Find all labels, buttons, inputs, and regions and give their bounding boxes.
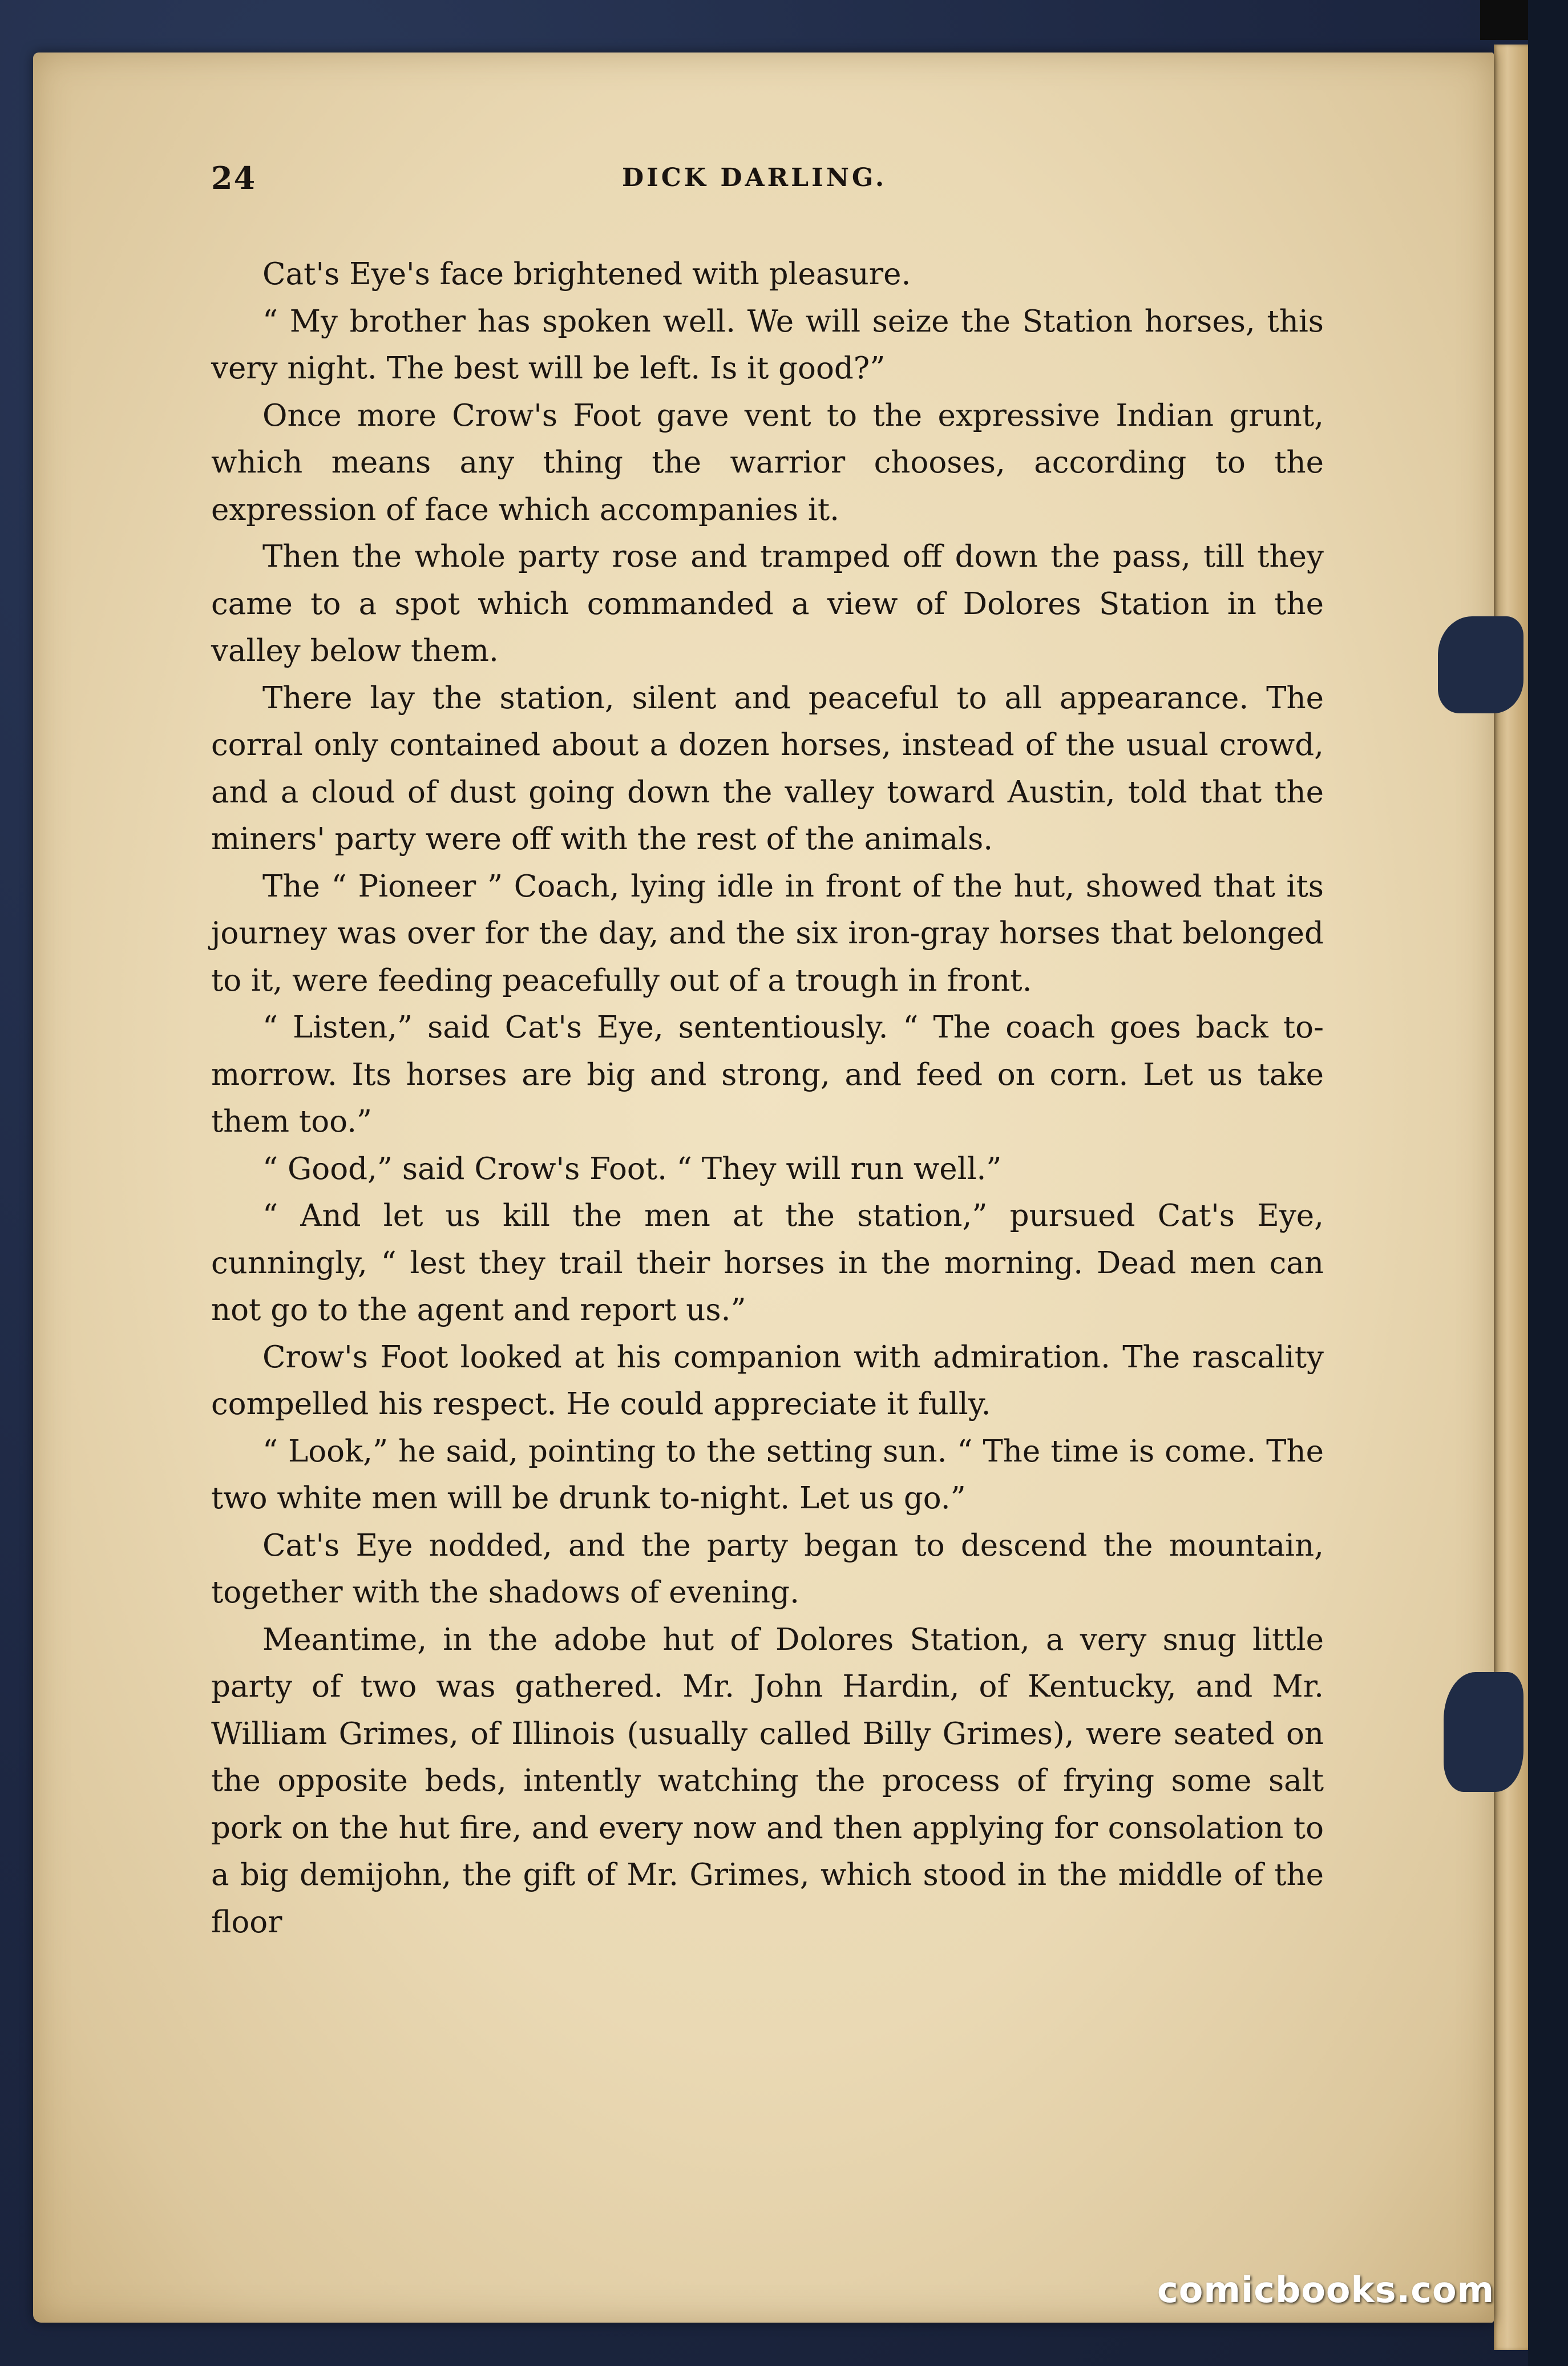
paragraph: “ Look,” he said, pointing to the setting sun. “ The time is come. The two white men will be drunk to-night. Let us go.” xyxy=(211,1434,1324,1516)
spine-edge xyxy=(1528,0,1568,2366)
paragraph: Cat's Eye's face brightened with pleasure. xyxy=(262,257,911,292)
page-tear-upper xyxy=(1438,616,1523,713)
page-number: 24 xyxy=(211,160,257,196)
site-watermark: comicbooks.com xyxy=(1157,2269,1495,2311)
paragraph: The “ Pioneer ” Coach, lying idle in front of the hut, showed that its journey was over for the day, and the six iron-gray horses that belonged to it, were feeding peacefully out of a trough in front. xyxy=(211,869,1324,998)
paragraph: Then the whole party rose and tramped off down the pass, till they came to a spot which commanded a view of Dolores Station in the valley below them. xyxy=(211,539,1324,668)
running-title: DICK DARLING. xyxy=(622,163,887,192)
running-head xyxy=(211,160,1324,205)
paragraph: Once more Crow's Foot gave vent to the expressive Indian grunt, which means any thing the warrior chooses, according to the expression of face which accompanies it. xyxy=(211,398,1324,527)
paragraph: “ My brother has spoken well. We will seize the Station horses, this very night. The best will be left. Is it good?” xyxy=(211,304,1324,386)
paragraph: Crow's Foot looked at his companion with admiration. The rascality compelled his respect. He could appreciate it fully. xyxy=(211,1339,1324,1422)
paragraph: “ Listen,” said Cat's Eye, sententiously. “ The coach goes back to-morrow. Its horses are big and strong, and feed on corn. Let us take them too.” xyxy=(211,1010,1324,1139)
book-spine xyxy=(1494,45,1528,2350)
paragraph: “ Good,” said Crow's Foot. “ They will run well.” xyxy=(262,1151,1002,1186)
paragraph: Cat's Eye nodded, and the party began to descend the mountain, together with the shadows of evening. xyxy=(211,1528,1324,1610)
spine-top-shadow xyxy=(1480,0,1528,40)
paragraph: Meantime, in the adobe hut of Dolores Station, a very snug little party of two was gathered. Mr. John Hardin, of Kentucky, and Mr. William Grimes, of Illinois (usually called Billy Grimes), were seated on the opposite beds, intently watching the process of frying some salt pork on the hut fire, and every now and then applying for consolation to a big demijohn, the gift of Mr. Grimes, which stood in the middle of the floor xyxy=(211,1622,1324,1940)
paragraph: There lay the station, silent and peaceful to all appearance. The corral only contained about a dozen horses, instead of the usual crowd, and a cloud of dust going down the valley toward Austin, told that the miners' party were off with the rest of the animals. xyxy=(211,680,1324,857)
paragraph: “ And let us kill the men at the station,” pursued Cat's Eye, cunningly, “ lest they trail their horses in the morning. Dead men can not go to the agent and report us.” xyxy=(211,1198,1324,1327)
page-tear-lower xyxy=(1444,1672,1523,1792)
body-text xyxy=(211,251,1324,1946)
